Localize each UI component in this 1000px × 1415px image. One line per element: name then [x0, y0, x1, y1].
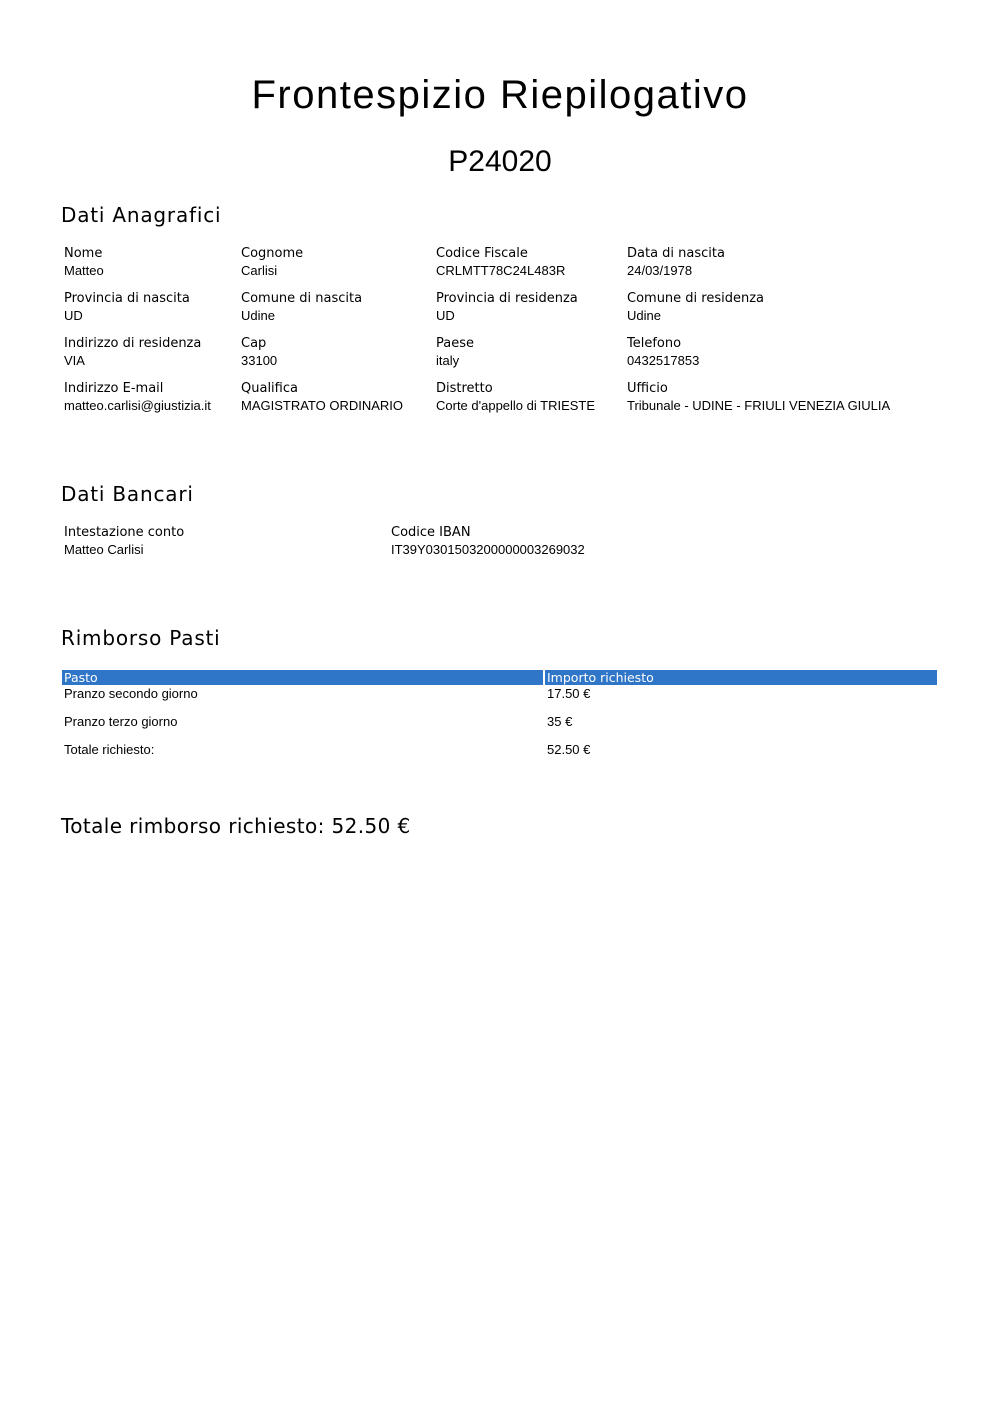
field-value: Udine [627, 308, 661, 323]
field-value: italy [436, 353, 460, 368]
field-value: matteo.carlisi@giustizia.it [64, 398, 211, 413]
table-cell-pasto-totale: Totale richiesto: [64, 742, 155, 757]
field-label: Comune di nascita [241, 291, 363, 306]
field-label: Paese [436, 336, 474, 351]
field-value: MAGISTRATO ORDINARIO [241, 398, 404, 413]
field-label: Indirizzo E-mail [64, 381, 164, 396]
table-cell-importo: 35 € [547, 714, 573, 729]
table-cell-pasto: Pranzo terzo giorno [64, 714, 178, 729]
field-label: Codice IBAN [391, 525, 471, 540]
field-value: UD [436, 308, 455, 323]
field-label: Telefono [627, 336, 682, 351]
field-telefono [627, 336, 927, 369]
section-title-dati-bancari: Dati Bancari [61, 482, 194, 506]
field-label: Ufficio [627, 381, 668, 396]
section-title-dati-anagrafici: Dati Anagrafici [61, 203, 222, 227]
field-value: Udine [241, 308, 275, 323]
field-label: Distretto [436, 381, 493, 396]
field-value: 0432517853 [627, 353, 700, 368]
column-header-pasto: Pasto [62, 670, 543, 685]
field-intestazione-conto [64, 525, 364, 558]
field-value: 24/03/1978 [627, 263, 693, 278]
field-value: VIA [64, 353, 85, 368]
field-label: Provincia di residenza [436, 291, 578, 306]
field-label: Provincia di nascita [64, 291, 190, 306]
field-label: Nome [64, 246, 103, 261]
field-label: Data di nascita [627, 246, 725, 261]
table-cell-pasto: Pranzo secondo giorno [64, 686, 198, 701]
field-ufficio [627, 381, 927, 414]
document-code: P24020 [448, 145, 552, 178]
field-value: CRLMTT78C24L483R [436, 263, 566, 278]
field-value: 33100 [241, 353, 278, 368]
field-label: Cognome [241, 246, 304, 261]
table-cell-importo: 17.50 € [547, 686, 591, 701]
field-label: Comune di residenza [627, 291, 765, 306]
field-value: Tribunale - UDINE - FRIULI VENEZIA GIULIA [627, 398, 891, 413]
field-value: Corte d'appello di TRIESTE [436, 398, 596, 413]
field-label: Indirizzo di residenza [64, 336, 202, 351]
page-title: Frontespizio Riepilogativo [251, 73, 749, 117]
field-label: Codice Fiscale [436, 246, 528, 261]
field-value: Matteo Carlisi [64, 542, 144, 557]
field-value: Carlisi [241, 263, 278, 278]
field-label: Qualifica [241, 381, 298, 396]
field-comune-di-residenza [627, 291, 927, 324]
section-title-rimborso-pasti: Rimborso Pasti [61, 626, 221, 650]
field-codice-iban [391, 525, 691, 558]
field-label: Cap [241, 336, 267, 351]
table-header [62, 670, 937, 685]
column-header-importo: Importo richiesto [545, 670, 937, 685]
table-cell-importo-totale: 52.50 € [547, 742, 591, 757]
totale-rimborso: Totale rimborso richiesto: 52.50 € [61, 814, 411, 838]
field-label: Intestazione conto [64, 525, 185, 540]
field-data-di-nascita [627, 246, 927, 279]
field-value: IT39Y0301503200000003269032 [391, 542, 585, 557]
field-value: UD [64, 308, 83, 323]
field-value: Matteo [64, 263, 104, 278]
